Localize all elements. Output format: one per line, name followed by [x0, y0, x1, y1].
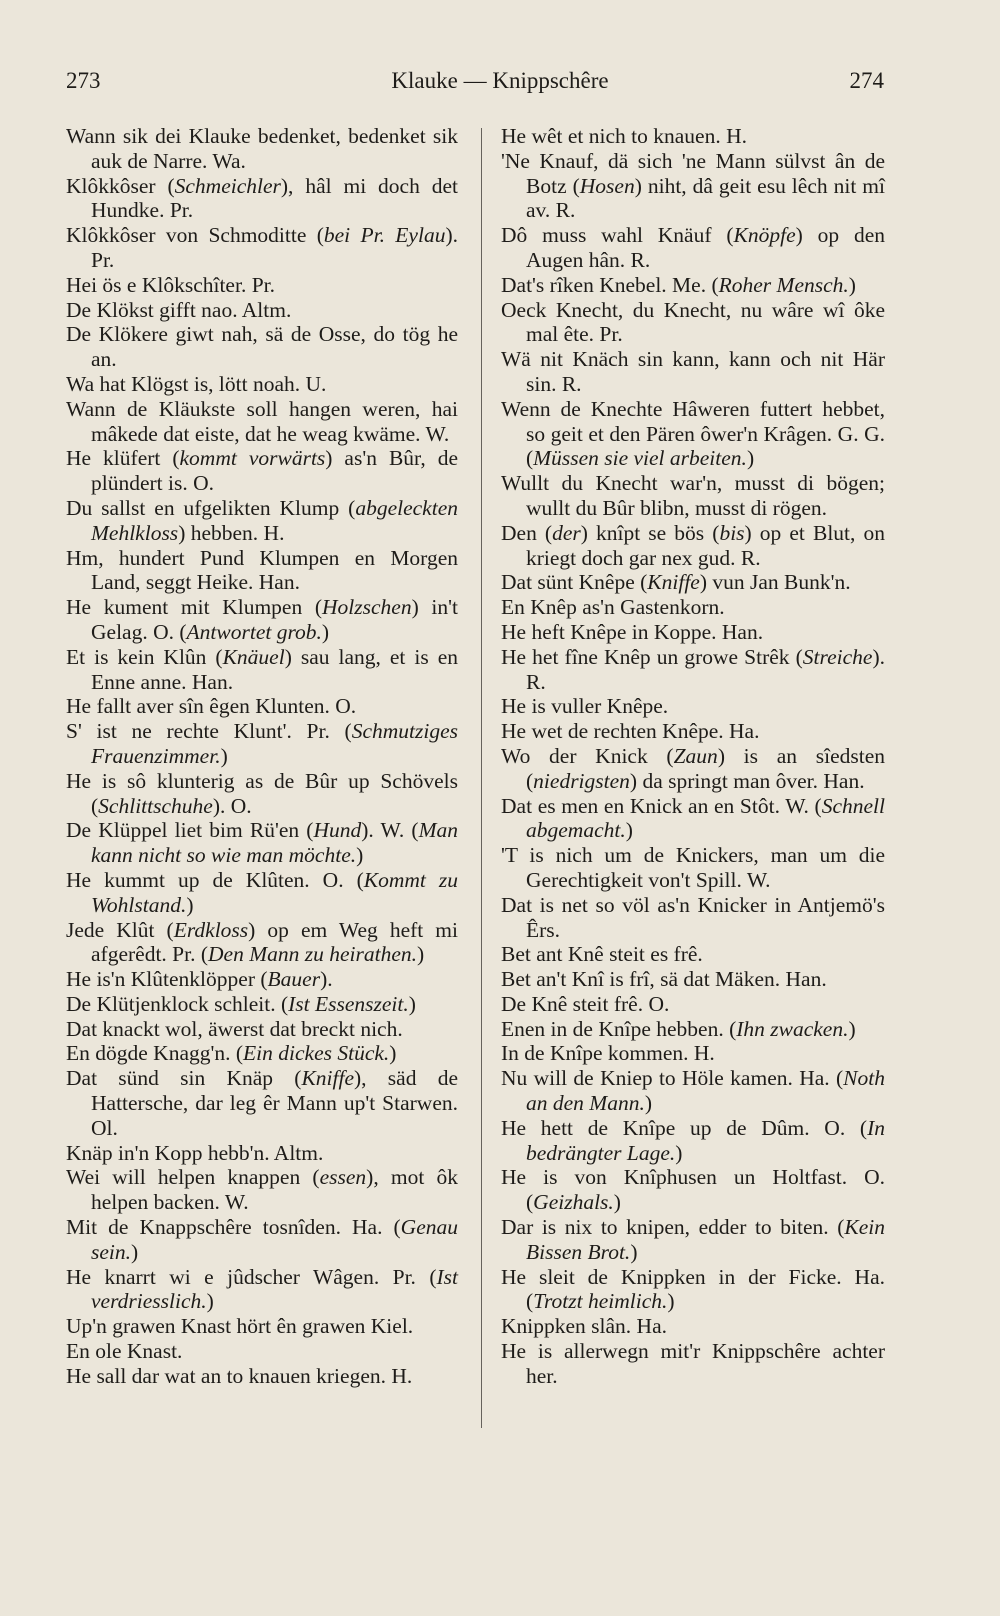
proverb-entry — [66, 645, 458, 695]
entry-text: Knippken slân. Ha. — [501, 1314, 667, 1339]
proverb-entry — [501, 843, 885, 893]
entry-text: He is'n Klûtenklöpper ( — [66, 967, 268, 992]
entry-text: Jede Klût ( — [66, 917, 174, 942]
entry-text: En Knêp as'n Gastenkorn. — [501, 595, 725, 620]
entry-text: ) — [186, 892, 194, 917]
entry-text: ) op et Blut, on kriegt doch gar nex gud. R. — [526, 520, 886, 570]
entry-text: Oeck Knecht, du Knecht, nu wâre wî ôke mal ête. Pr. — [501, 297, 885, 347]
proverb-entry — [501, 794, 885, 844]
column-divider — [481, 128, 482, 1428]
entry-text: Bet ant Knê steit es frê. — [501, 942, 703, 967]
entry-text: ) — [131, 1239, 139, 1264]
entry-text: ) knîpt se bös ( — [580, 520, 720, 545]
proverb-entry — [66, 1041, 458, 1066]
entry-text: He is von Knîphusen un Holtfast. O. ( — [501, 1165, 885, 1215]
gloss-text: Genau sein. — [91, 1215, 458, 1264]
entry-text: Wa hat Klögst is, lött noah. U. — [66, 371, 327, 396]
entry-text: Dat sünd sin Knäp ( — [66, 1066, 302, 1091]
entry-text: Den ( — [501, 520, 553, 545]
proverb-entry — [501, 223, 885, 273]
gloss-text: Ist verdriesslich. — [91, 1264, 458, 1314]
gloss-text: Hund — [313, 818, 362, 843]
gloss-text: Kniffe — [647, 570, 700, 595]
gloss-text: Trotzt heimlich. — [533, 1289, 668, 1314]
entry-text: He fallt aver sîn êgen Klunten. O. — [66, 694, 357, 719]
gloss-text: Schmeichler — [174, 173, 281, 198]
entry-text: En dögde Knagg'n. ( — [66, 1041, 244, 1066]
proverb-entry — [501, 570, 885, 595]
entry-text: ). — [320, 967, 333, 992]
entry-text: Wenn de Knechte Hâweren futtert hebbet, so geit et den Pären ôwer'n Krâgen. G. G. ( — [501, 396, 885, 471]
entry-text: Du sallst en ufgelikten Klump ( — [66, 495, 356, 520]
entry-text: ) hebben. H. — [178, 520, 285, 545]
proverb-entry — [501, 1017, 885, 1042]
proverb-entry — [66, 223, 458, 273]
gloss-text: In bedrängter Lage. — [526, 1115, 885, 1165]
proverb-entry — [501, 1165, 885, 1215]
entry-text: He is vuller Knêpe. — [501, 694, 669, 719]
entry-text: Dat es men en Knick an en Stôt. W. ( — [501, 793, 822, 818]
entry-text: He is allerwegn mit'r Knippschêre achter her. — [501, 1339, 885, 1388]
entry-text: Dat sünt Knêpe ( — [501, 570, 648, 595]
proverb-entry — [66, 818, 458, 868]
gloss-text: Schlittschuhe — [98, 793, 213, 818]
proverb-entry — [501, 595, 885, 620]
proverb-entry — [501, 521, 885, 571]
proverb-entry — [66, 1364, 458, 1389]
entry-text: Hm, hundert Pund Klumpen en Morgen Land, seggt Heike. Han. — [66, 545, 458, 595]
proverb-entry — [66, 322, 458, 372]
gloss-text: Holzschen — [322, 595, 412, 620]
proverb-entry — [66, 546, 458, 596]
gloss-text: bei Pr. Eylau — [323, 223, 446, 248]
gloss-text: Roher Mensch. — [718, 272, 849, 297]
proverb-entry — [66, 868, 458, 918]
entry-text: ) op em Weg heft mi afgerêdt. Pr. ( — [91, 917, 458, 967]
entry-text: Wä nit Knäch sin kann, kann och nit Här sin. R. — [501, 347, 885, 396]
entry-text: ) vun Jan Bunk'n. — [699, 570, 851, 595]
proverb-entry — [66, 273, 458, 298]
proverb-entry — [66, 372, 458, 397]
entry-text: ) niht, dâ geit esu lêch nit mî av. R. — [526, 173, 885, 223]
proverb-entry — [66, 1017, 458, 1042]
proverb-entry — [501, 1041, 885, 1066]
entry-text: He kument mit Klumpen ( — [66, 595, 323, 620]
proverb-entry — [66, 694, 458, 719]
gloss-text: Schnell abgemacht. — [526, 793, 885, 843]
entry-text: ) — [613, 1190, 621, 1215]
entry-text: ). Pr. — [91, 223, 458, 272]
entry-text: ). W. ( — [361, 818, 419, 843]
entry-text: ) — [848, 272, 856, 297]
entry-text: Mit de Knappschêre tosnîden. Ha. ( — [66, 1215, 401, 1240]
gloss-text: Streiche — [802, 644, 873, 669]
entry-text: 'T is nich um de Knickers, man um die Gerechtigkeit von't Spill. W. — [501, 843, 885, 892]
entry-text: ). O. — [212, 793, 252, 818]
entry-text: ) — [746, 446, 755, 471]
proverb-entry — [501, 645, 885, 695]
proverb-entry — [501, 471, 885, 521]
entry-text: ) — [356, 843, 364, 868]
gloss-text: Kein Bissen Brot. — [526, 1215, 885, 1264]
entry-text: De Klökere giwt nah, sä de Osse, do tög he an. — [66, 322, 458, 372]
entry-text: ) — [630, 1239, 638, 1264]
entry-text: He wet de rechten Knêpe. Ha. — [501, 719, 760, 744]
entry-text: Knäp in'n Kopp hebb'n. Altm. — [66, 1140, 324, 1165]
entry-text: De Klütjenklock schleit. ( — [66, 991, 289, 1016]
entry-text: ) op den Augen hân. R. — [526, 223, 885, 272]
entry-text: ) — [206, 1289, 214, 1314]
gloss-text: niedrigsten — [533, 768, 630, 793]
entry-text: He sall dar wat an to knauen kriegen. H. — [66, 1363, 413, 1388]
entry-text: ) da springt man ôver. Han. — [629, 768, 865, 793]
entry-text: Dô muss wahl Knäuf ( — [501, 223, 734, 248]
entry-text: ) — [389, 1041, 397, 1066]
proverb-entry — [501, 1116, 885, 1166]
left-column — [66, 124, 458, 1389]
proverb-entry — [501, 347, 885, 397]
gloss-text: Ist Essenszeit. — [288, 991, 409, 1016]
gloss-text: Geizhals. — [533, 1190, 614, 1215]
proverb-entry — [66, 397, 458, 447]
gloss-text: Antwortet grob. — [186, 619, 322, 644]
proverb-entry — [501, 694, 885, 719]
gloss-text: Erdkloss — [173, 917, 249, 942]
proverb-entry — [501, 620, 885, 645]
entry-text: He kummt up de Klûten. O. ( — [66, 867, 364, 892]
entry-text: De Klökst gifft nao. Altm. — [66, 297, 292, 322]
gloss-text: Zaun — [673, 743, 718, 768]
entry-text: He wêt et nich to knauen. H. — [501, 124, 747, 148]
proverb-entry — [66, 595, 458, 645]
entry-text: 'Ne Knauf, dä sich 'ne Mann sülvst ân de Botz ( — [501, 148, 885, 198]
entry-text: ), säd de Hattersche, dar leg êr Mann up't Starwen. Ol. — [91, 1066, 458, 1140]
gloss-text: Schmutziges Frauenzimmer. — [91, 719, 458, 768]
entry-text: Nu will de Kniep to Höle kamen. Ha. ( — [501, 1066, 844, 1091]
entry-text: Dat is net so völ as'n Knicker in Antjemö's Êrs. — [501, 892, 885, 942]
gloss-text: Noth an den Mann. — [526, 1066, 885, 1116]
page-number-left: 273 — [66, 68, 101, 93]
proverb-entry — [66, 719, 458, 769]
proverb-entry — [501, 1066, 885, 1116]
entry-text: Klôkkôser von Schmoditte ( — [66, 223, 324, 248]
proverb-entry — [501, 1265, 885, 1315]
gloss-text: Kniffe — [301, 1066, 355, 1091]
entry-text: Et is kein Klûn ( — [66, 644, 223, 669]
entry-text: ) in't Gelag. O. ( — [91, 595, 458, 644]
proverb-entry — [501, 992, 885, 1017]
proverb-entry — [66, 174, 458, 224]
entry-text: ) — [675, 1140, 683, 1165]
entry-text: Wo der Knick ( — [501, 743, 674, 768]
entry-text: He heft Knêpe in Koppe. Han. — [501, 619, 764, 644]
entry-text: Klôkkôser ( — [66, 173, 175, 198]
proverb-entry — [66, 1165, 458, 1215]
gloss-text: Ein dickes Stück. — [243, 1041, 390, 1066]
proverb-entry — [66, 1141, 458, 1166]
proverb-entry — [501, 967, 885, 992]
entry-text: Wann de Kläukste soll hangen weren, hai mâkede dat eiste, dat he weag kwäme. W. — [66, 396, 458, 446]
proverb-entry — [501, 124, 885, 149]
gloss-text: Hosen — [579, 173, 635, 198]
entry-text: ) is an sîedsten ( — [526, 743, 885, 793]
entry-text: De Klüppel liet bim Rü'en ( — [66, 818, 314, 843]
entry-text: En ole Knast. — [66, 1339, 183, 1364]
entry-text: Dar is nix to knipen, edder to biten. ( — [501, 1215, 845, 1240]
entry-text: ) — [848, 1016, 856, 1041]
gloss-text: Bauer — [267, 967, 321, 992]
proverb-entry — [66, 1265, 458, 1315]
entry-text: Wullt du Knecht war'n, musst di bögen; wullt du Bûr blibn, musst di rögen. — [501, 471, 885, 520]
proverb-entry — [66, 992, 458, 1017]
gloss-text: bis — [719, 520, 745, 545]
entry-text: ), hâl mi doch det Hundke. Pr. — [91, 173, 458, 223]
entry-text: He het fîne Knêp un growe Strêk ( — [501, 644, 803, 669]
proverb-entry — [66, 496, 458, 546]
page-number-right: 274 — [849, 68, 884, 93]
entry-text: ) — [667, 1289, 675, 1314]
entry-text: ) — [417, 942, 425, 967]
proverb-entry — [66, 918, 458, 968]
gloss-text: Man kann nicht so wie man möchte. — [91, 818, 458, 868]
entry-text: ) — [321, 619, 330, 644]
gloss-text: kommt vorwärts — [179, 446, 326, 471]
entry-text: He klüfert ( — [66, 446, 180, 471]
proverb-entry — [66, 1314, 458, 1339]
entry-text: ) — [408, 991, 416, 1016]
entry-text: Enen in de Knîpe hebben. ( — [501, 1016, 737, 1041]
entry-text: ) — [644, 1091, 652, 1116]
proverb-entry — [66, 1339, 458, 1364]
entry-text: He hett de Knîpe up de Dûm. O. ( — [501, 1115, 868, 1140]
entry-text: In de Knîpe kommen. H. — [501, 1041, 715, 1066]
entry-text: ), mot ôk helpen backen. W. — [91, 1165, 459, 1215]
entry-text: He sleit de Knippken in der Ficke. Ha. ( — [501, 1264, 885, 1314]
entry-text: ) — [220, 743, 228, 768]
proverb-entry — [501, 1339, 885, 1389]
entry-text: Wei will helpen knappen ( — [66, 1165, 320, 1190]
proverb-entry — [501, 719, 885, 744]
entry-text: Dat knackt wol, äwerst dat breckt nich. — [66, 1016, 403, 1041]
gloss-text: der — [552, 520, 581, 545]
proverb-entry — [66, 124, 458, 174]
proverb-entry — [66, 769, 458, 819]
proverb-entry — [501, 273, 885, 298]
entry-text: Dat's rîken Knebel. Me. ( — [501, 272, 719, 297]
proverb-entry — [66, 1066, 458, 1140]
proverb-entry — [501, 149, 885, 223]
proverb-entry — [66, 298, 458, 323]
gloss-text: Knöpfe — [733, 223, 796, 248]
proverb-entry — [501, 298, 885, 348]
proverb-entry — [66, 446, 458, 496]
proverb-entry — [501, 744, 885, 794]
proverb-entry — [501, 397, 885, 471]
entry-text: Up'n grawen Knast hört ên grawen Kiel. — [66, 1314, 414, 1339]
entry-text: He knarrt wi e jûdscher Wâgen. Pr. ( — [66, 1264, 437, 1289]
gloss-text: Den Mann zu heirathen. — [208, 942, 418, 967]
entry-text: Hei ös e Klôkschîter. Pr. — [66, 272, 276, 297]
right-column — [501, 124, 885, 1389]
running-title: Klauke — Knippschêre — [391, 68, 609, 93]
proverb-entry — [501, 1314, 885, 1339]
proverb-entry — [501, 893, 885, 943]
entry-text: S' ist ne rechte Klunt'. Pr. ( — [66, 719, 352, 744]
entry-text: ) as'n Bûr, de plündert is. O. — [91, 446, 458, 496]
entry-text: He is sô klunterig as de Bûr up Schövels ( — [66, 768, 458, 818]
proverb-entry — [66, 967, 458, 992]
proverb-entry — [501, 1215, 885, 1265]
gloss-text: Ihn zwacken. — [736, 1016, 849, 1041]
gloss-text: abgeleckten Mehlkloss — [91, 495, 458, 545]
gloss-text: Müssen sie viel arbeiten. — [533, 446, 747, 471]
entry-text: Wann sik dei Klauke bedenket, bedenket sik auk de Narre. Wa. — [66, 124, 458, 173]
proverb-entry — [501, 942, 885, 967]
gloss-text: essen — [319, 1165, 367, 1190]
entry-text: ) sau lang, et is en Enne anne. Han. — [91, 644, 458, 694]
entry-text: Bet an't Knî is frî, sä dat Mäken. Han. — [501, 967, 827, 992]
entry-text: ) — [625, 818, 633, 843]
entry-text: De Knê steit frê. O. — [501, 991, 670, 1016]
gloss-text: Kommt zu Wohlstand. — [91, 867, 458, 917]
proverb-entry — [66, 1215, 458, 1265]
gloss-text: Knäuel — [222, 644, 285, 669]
entry-text: ). R. — [526, 644, 885, 694]
